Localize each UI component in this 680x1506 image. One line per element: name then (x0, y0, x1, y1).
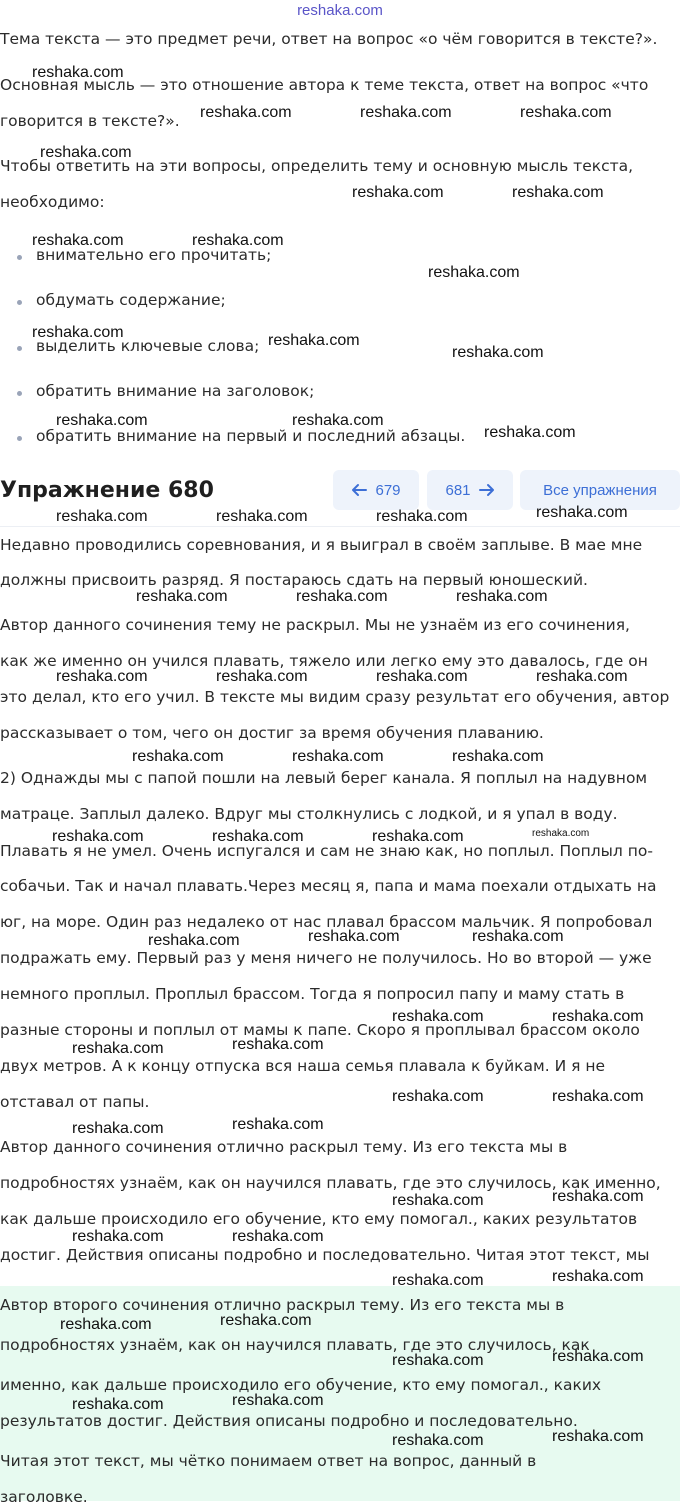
list-item: выделить ключевые слова; (36, 337, 260, 355)
body-line: подробностях узнаём, как он научился плавать, где это случилось, как именно, (0, 1174, 661, 1192)
watermark: reshaka.com (536, 504, 628, 521)
watermark: reshaka.com (72, 1040, 164, 1057)
watermark: reshaka.com (472, 928, 564, 945)
watermark: reshaka.com (72, 1120, 164, 1137)
body-line: отставал от папы. (0, 1093, 150, 1111)
body-line: двух метров. А к концу отпуска вся наша семья плавала к буйкам. И я не (0, 1057, 606, 1075)
intro-line: Основная мысль — это отношение автора к теме текста, ответ на вопрос «что (0, 76, 649, 94)
body-line: это делал, кто его учил. В тексте мы видим сразу результат его обучения, автор (0, 688, 670, 706)
watermark: reshaka.com (192, 232, 284, 249)
watermark: reshaka.com (552, 1268, 644, 1285)
arrow-right-icon (479, 483, 495, 497)
bullet-dot-icon (17, 346, 22, 351)
watermark: reshaka.com (308, 928, 400, 945)
body-line: матраце. Заплыл далеко. Вдруг мы столкнулись с лодкой, и я упал в воду. (0, 805, 618, 823)
watermark: reshaka.com (40, 144, 132, 161)
body-line: разные стороны и поплыл от мамы к папе. Скоро я проплывал брассом около (0, 1021, 640, 1039)
intro-line: необходимо: (0, 193, 105, 211)
bullet-dot-icon (17, 300, 22, 305)
watermark: reshaka.com (392, 1272, 484, 1289)
watermark: reshaka.com (392, 1088, 484, 1105)
watermark: reshaka.com (72, 1396, 164, 1413)
watermark: reshaka.com (56, 508, 148, 525)
watermark: reshaka.com (372, 828, 464, 845)
watermark: reshaka.com (292, 412, 384, 429)
watermark: reshaka.com (136, 588, 228, 605)
body-line: немного проплыл. Проплыл брассом. Тогда я попросил папу и маму стать в (0, 985, 625, 1003)
watermark: reshaka.com (360, 104, 452, 121)
all-exercises-label: Все упражнения (543, 481, 657, 499)
answer-line: Автор второго сочинения отлично раскрыл тему. Из его текста мы в (0, 1296, 565, 1314)
body-line: как дальше происходило его обучение, кто ему помогал., каких результатов (0, 1210, 638, 1228)
watermark: reshaka.com (456, 588, 548, 605)
watermark: reshaka.com (552, 1428, 644, 1445)
list-item: внимательно его прочитать; (36, 246, 272, 264)
body-line: собачьи. Так и начал плавать.Через месяц я, папа и мама поехали отдыхать на (0, 877, 657, 895)
watermark: reshaka.com (536, 668, 628, 685)
divider (0, 526, 680, 527)
watermark: reshaka.com (296, 588, 388, 605)
arrow-left-icon (351, 483, 367, 497)
list-item: обратить внимание на заголовок; (36, 382, 315, 400)
bullet-dot-icon (17, 255, 22, 260)
body-line: рассказывает о том, чего он достиг за время обучения плаванию. (0, 724, 544, 742)
prev-exercise-button[interactable] (333, 470, 419, 510)
watermark: reshaka.com (132, 748, 224, 765)
body-line: подражать ему. Первый раз у меня ничего не получилось. Но во второй — уже (0, 949, 652, 967)
next-exercise-label: 681 (445, 481, 471, 499)
answer-line: Читая этот текст, мы чётко понимаем ответ на вопрос, данный в (0, 1452, 537, 1470)
watermark: reshaka.com (484, 424, 576, 441)
watermark: reshaka.com (552, 1188, 644, 1205)
watermark: reshaka.com (72, 1228, 164, 1245)
watermark: reshaka.com (552, 1088, 644, 1105)
watermark: reshaka.com (32, 232, 124, 249)
watermark: reshaka.com (212, 828, 304, 845)
watermark: reshaka.com (232, 1036, 324, 1053)
body-line: Недавно проводились соревнования, и я выиграл в своём заплыве. В мае мне (0, 536, 643, 554)
list-item: обратить внимание на первый и последний абзацы. (36, 427, 466, 445)
answer-line: именно, как дальше происходило его обучение, кто ему помогал., каких (0, 1376, 602, 1394)
intro-line: говорится в тексте?». (0, 112, 180, 130)
watermark: reshaka.com (520, 104, 612, 121)
watermark: reshaka.com (268, 332, 360, 349)
bullet-dot-icon (17, 391, 22, 396)
watermark: reshaka.com (32, 324, 124, 341)
watermark: reshaka.com (452, 344, 544, 361)
watermark: reshaka.com (452, 748, 544, 765)
watermark: reshaka.com (552, 1348, 644, 1365)
watermark: reshaka.com (552, 1008, 644, 1025)
body-line: 2) Однажды мы с папой пошли на левый берег канала. Я поплыл на надувном (0, 769, 648, 787)
body-line: достиг. Действия описаны подробно и последовательно. Читая этот текст, мы (0, 1246, 650, 1264)
exercise-title: Упражнение 680 (0, 478, 214, 503)
watermark: reshaka.com (392, 1008, 484, 1025)
list-item: обдумать содержание; (36, 291, 226, 309)
watermark: reshaka.com (216, 668, 308, 685)
body-line: должны присвоить разряд. Я постараюсь сдать на первый юношеский. (0, 571, 588, 589)
watermark: reshaka.com (60, 1316, 152, 1333)
watermark: reshaka.com (200, 104, 292, 121)
watermark: reshaka.com (428, 264, 520, 281)
answer-line: результатов достиг. Действия описаны подробно и последовательно. (0, 1412, 578, 1430)
answer-line: подробностях узнаём, как он научился плавать, где это случилось, как (0, 1336, 590, 1354)
body-line: Автор данного сочинения тему не раскрыл. Мы не узнаём из его сочинения, (0, 616, 630, 634)
watermark: reshaka.com (52, 828, 144, 845)
watermark: reshaka.com (56, 412, 148, 429)
watermark: reshaka.com (232, 1116, 324, 1133)
watermark: reshaka.com (232, 1228, 324, 1245)
watermark: reshaka.com (392, 1432, 484, 1449)
next-exercise-button[interactable] (427, 470, 513, 510)
watermark: reshaka.com (148, 932, 240, 949)
watermark: reshaka.com (352, 184, 444, 201)
watermark: reshaka.com (376, 668, 468, 685)
watermark: reshaka.com (232, 1392, 324, 1409)
watermark: reshaka.com (392, 1352, 484, 1369)
watermark: reshaka.com (220, 1312, 312, 1329)
watermark: reshaka.com (392, 1192, 484, 1209)
body-line: как же именно он учился плавать, тяжело или легко ему это давалось, где он (0, 652, 648, 670)
intro-line: Чтобы ответить на эти вопросы, определить тему и основную мысль текста, (0, 157, 634, 175)
answer-line: заголовке. (0, 1488, 88, 1506)
watermark: reshaka.com (376, 508, 468, 525)
watermark: reshaka.com (292, 748, 384, 765)
site-link[interactable]: reshaka.com (297, 2, 383, 19)
watermark: reshaka.com (216, 508, 308, 525)
watermark: reshaka.com (32, 64, 124, 81)
body-line: Автор данного сочинения отлично раскрыл тему. Из его текста мы в (0, 1138, 568, 1156)
watermark: reshaka.com (532, 828, 590, 839)
body-line: юг, на море. Один раз недалеко от нас плавал брассом мальчик. Я попробовал (0, 913, 653, 931)
watermark: reshaka.com (512, 184, 604, 201)
intro-line: Тема текста — это предмет речи, ответ на вопрос «о чём говорится в тексте?». (0, 30, 658, 48)
watermark: reshaka.com (56, 668, 148, 685)
body-line: Плавать я не умел. Очень испугался и сам не знаю как, но поплыл. Поплыл по- (0, 842, 653, 860)
bullet-dot-icon (17, 436, 22, 441)
prev-exercise-label: 679 (375, 481, 401, 499)
